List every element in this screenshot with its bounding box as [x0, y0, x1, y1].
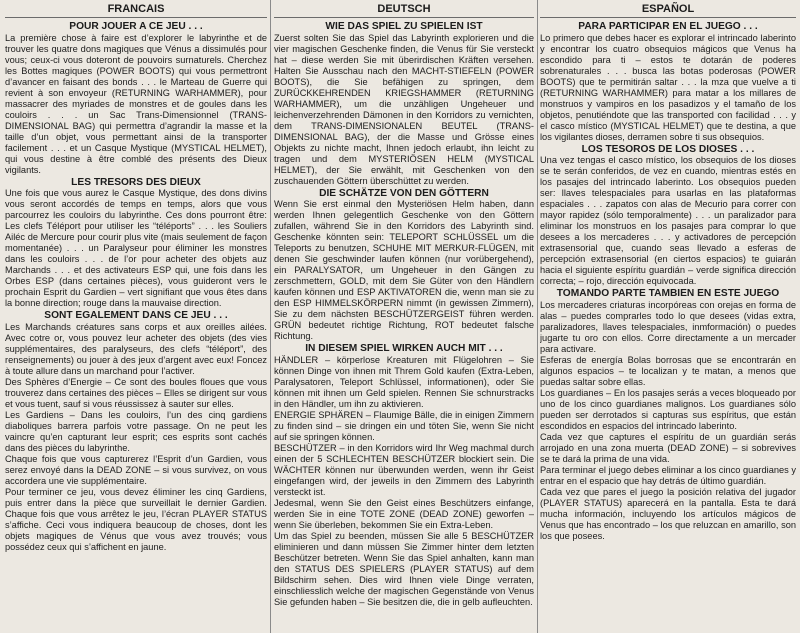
- column-spanish: [540, 0, 796, 633]
- section-heading: LOS TESOROS DE LOS DIOSES . . .: [581, 143, 755, 155]
- paragraph: La première chose à faire est d’explorer le labyrinthe et de trouver les quatre dons magiques que Vénus a dissimulés pour vous; ceux-ci vous doteront de pouvoirs surnaturels. Cherchez les Bottes magiques (POWER BOOTS) qui vous permettront d’avancer en faisant des bonds . . . le Marteau de Guerre qui revient à son envoyeur (RETURNING WARHAMMER), pour massacrer des myriades de monstres et de goules dans les couloirs . . . un Sac Trans-Dimensionnel (TRANS-DIMENSIONAL BAG) qui permettra d’agrandir la masse et la taille d’un objet, vous permettant ainsi de la transporter facilement . . . et un Casque Mystique (MYSTICAL HELMET), qui vous destine à être comblé des présents des Dieux vigilants.: [5, 32, 267, 175]
- paragraph: Pour terminer ce jeu, vous devez éliminer les cinq Gardiens, puis entrer dans la pièce que surveillait le dernier Gardien. Chaque fois que vous arrêtez le jeu, l’écran PLAYER STATUS s’affiche. Ceci vous indiquera beaucoup de choses, dont les objets magiques de Vénus que vous avez trouvés; vous possédez ceux qui s’affichent en jaune.: [5, 486, 267, 552]
- paragraph: Cada vez que pares el juego la posición relativa del jugador (PLAYER STATUS) aparecerá en la pantalla. Esta te dará mucha información, incluyendo los artículos mágicos de Venus que has encontrado – los que reluzcan en amarillo, son los que posees.: [540, 486, 796, 541]
- paragraph: Zuerst solten Sie das Spiel das Labyrinth explorieren und die vier magischen Geschenke finden, die Venus für Sie versteckt hat – diese werden Sie mit überirdischen Kräften versehen. Halten Sie Ausschau nach den MACHT-STIEFELN (POWER BOOTS), die Sie befähigen zu springen, dem ZURÜCKKEHRENDEN KRIEGSHAMMER (RETURNING WARHAMMER), um die unzähligen Ungeheuer und leichenverzehrenden Dämonen in den Korridors zu vernichten, dem TRANS-DIMENSIONALEN BEUTEL (TRANS-DIMENSIONAL BAG), der die Masse und Grösse eines Objekts zu nichte macht, Ihnen jedoch erlaubt, ihn leicht zu tragen und dem MYSTERIÖSEN HELM (MYSTICAL HELMET), der Sie erwählt, mit Geschenken von den zuschauenden Göttern überschüttet zu werden.: [274, 32, 534, 186]
- column-german: [274, 0, 534, 633]
- paragraph: Chaque fois que vous capturerez l’Esprit d’un Gardien, vous serez envoyé dans la DEAD ZONE – si vous survivez, on vous accordera une vie supplémentaire.: [5, 453, 267, 486]
- section-heading: SONT EGALEMENT DANS CE JEU . . .: [44, 310, 228, 321]
- section-heading: WIE DAS SPIEL ZU SPIELEN IST: [325, 21, 483, 32]
- paragraph: Cada vez que captures el espíritu de un guardián serás arrojado en una zona muerta (DEAD ZONE) – si sobrevives se te dará la prima de una vida.: [540, 431, 796, 464]
- section-heading: LES TRESORS DES DIEUX: [71, 176, 201, 188]
- paragraph: BESCHÜTZER – in den Korridors wird Ihr Weg machmal durch einen der 5 SCHLECHTEN BESCHÜTZER blockiert sein. Die WÄCHTER können nur überwunden werden, wenn ihr Geist eingefangen wird, der jeweils in den Zimmern des Labyrinth versteckt ist.: [274, 442, 534, 497]
- paragraph: Los guardianes – En los pasajes serás a veces bloqueado por uno de los cinco guardianes malignos. Los guardianes sólo pueden ser derrotados si capturas sus espíritus, que están escondidos en espacios del intrincado laberinto.: [540, 387, 796, 431]
- paragraph: Esferas de energía Bolas borrosas que se encontrarán en algunos espacios – te localizan y te matan, a menos que puedas saltar sobre ellas.: [540, 354, 796, 387]
- paragraph: Des Sphères d’Energie – Ce sont des boules floues que vous trouverez dans certaines des pièces – Elles se dirigent sur vous et vous tuent, sauf si vous réussissez à sauter sur elles.: [5, 376, 267, 409]
- paragraph: Los mercaderes criaturas incorpóreas con orejas en forma de alas – puedes comprarles todo lo que desees (vidas extra, paralizadores, llaves telespaciales, inmformación) o puedes jugarte tu oro con ellos. Corre directamente a un mercader para activare.: [540, 299, 796, 354]
- language-header-french: FRANCAIS: [5, 0, 267, 18]
- paragraph: Para terminar el juego debes eliminar a los cinco guardianes y entrar en el espacio que hay detrás de último guardián.: [540, 464, 796, 486]
- paragraph: Um das Spiel zu beenden, müssen Sie alle 5 BESCHÜTZER eliminieren und dann müssen Sie Zimmer hinter dem letzten Beschützer betreten. Wenn Sie das Spiel anhalten, kann man den STATUS DES SPIELERS (PLAYER STATUS) auf dem Bildschirm sehen. Dies wird Ihnen viele Dinge verraten, einschliesslich welche der magischen Gegenstände von Venus Sie gefunden haben – Sie besitzen die, die in gelb aufleuchten.: [274, 530, 534, 607]
- paragraph: HÄNDLER – körperlose Kreaturen mit Flügelohren – Sie können Dinge von ihnen mit Threm Gold kaufen (Extra-Leben, Paralysatoren, Teleport Schlüssel, informationen), oder Sie können mit ihnen um Geld spielen. Rennen Sie schnurstracks in den Händler, um ihn zu aktivieren.: [274, 354, 534, 409]
- section-heading: TOMANDO PARTE TAMBIEN EN ESTE JUEGO: [556, 288, 780, 299]
- paragraph: Une fois que vous aurez le Casque Mystique, des dons divins vous seront accordés de temps en temps, alors que vous parcourrez les couloirs du labyrinthe. Ces dons pourront être: Les clefs Téléport pour utiliser les “téléports” . . . les Souliers Ailéc de Mercure pour courir plus vite (mais seulement de façon momentanée) . . . un Paralyseur pour éliminer les monstres dans les couloirs . . . de l’or pour acheter des objets auz Marchands . . . et des activateurs ESP qui, une fois dans les Orbes ESP (dans certaines pièces), vous guideront vers le prochain Esprit du Gardien – vert signifiant que vous êtes dans la bonne direction; rouge dans la mauvaise direction.: [5, 188, 267, 308]
- language-header-spanish: ESPAÑOL: [540, 0, 796, 18]
- paragraph: Les Gardiens – Dans les couloirs, l’un des cinq gardiens diaboliques barrera parfois votre passage. On ne peut les vaincre qu’en capturant leur esprit; ces esprits sont cachés dans des pièces du labyrinthe.: [5, 409, 267, 453]
- paragraph: Lo primero que debes hacer es explorar el intrincado laberinto y encontrar los cuatro obsequios mágicos que Venus ha escondido para ti – estos te dotarán de poderes sobrenaturales . . . busca las botas poderosas (POWER BOOTS) que te permitirán saltar . . . la mza que vuelve a ti (RETURNING WARHAMMER) para matar a los millares de monstruos y vampiros en los pasadizos y el tamaño de los objetos, penutiéndote que las transported con facilidad . . . y el casco místico (MYSTICAL HELMET) que te destina, a que los vigilantes dioses, derramen sobre ti sus obsequios.: [540, 32, 796, 142]
- paragraph: ENERGIE SPHÄREN – Flaumige Bälle, die in einigen Zimmern zu finden sind – sie dringen ein und töten Sie, wenn Sie nicht auf sie springen können.: [274, 409, 534, 442]
- section-heading: PARA PARTICIPAR EN EL JUEGO . . .: [578, 21, 758, 32]
- paragraph: Wenn Sie erst einmal den Mysteriösen Helm haben, dann werden Ihnen gelegentlich Geschenke von den Göttern zufallen, während Sie in den Korridors des Labyrinth sind. Geschenke könnten sein: TELEPORT SCHLÜSSEL um die Teleports zu benutzen, SCHUHE MIT MERKUR-FLÜGEN, mit denen Sie geschwinder laufen können (nur vorübergehend), ein PARALYSATOR, um Ungeheuer in den Gängen zu zerschmettern, GOLD, mit dem Sie Güter von den Händlern kaufen können und ESP AKTIVATOREN die, wenn man sie zu den ESP HIMMELSKÖRPERN nimmt (in gewissen Zimmern), Sie zu dem nächsten BESCHÜTZERGEIST führen werden. GRÜN bedeutet richtige Richtung, ROT bedeutet falsche Richtung.: [274, 199, 534, 341]
- language-header-german: DEUTSCH: [274, 0, 534, 18]
- paragraph: Una vez tengas el casco místico, los obsequios de los dioses se te serán conferidos, de vez en cuando, mientras estés en los pasajes del intrincado laberinto. Los obsequios pueden ser: llaves telespaciales para usarlas en las plataformas espaciales . . . zapatos con alas de Mecurio para correr con mayor rapidez (sólo temporalmente) . . . un paralizador para eliminar los monstruos en los pasajes para comprar lo que desees a los mercaderes . . . y activadores de percepción extrasensorial que, cuando seas llevado a esferas de percepción extrasensorial (en ciertos espacios) te guiarán hacia el siguiente espíritu guardián – verde significa dirección correcta; – rojo, dirección equivocada.: [540, 155, 796, 286]
- column-divider: [270, 0, 271, 633]
- column-french: [5, 0, 267, 633]
- section-heading: DIE SCHÄTZE VON DEN GÖTTERN: [319, 187, 489, 199]
- section-heading: IN DIESEM SPIEL WIRKEN AUCH MIT . . .: [305, 343, 503, 354]
- paragraph: Les Marchands créatures sans corps et aux oreilles ailées. Avec cotre or, vous pouvez leur acheter des objets (des vies supplémentaires, des paralyseurs, des clefs “téléport”, des renseignements) ou jouer à des jeux d’argent avec eux! Foncez à toute allure dans un marchand pour l’activer.: [5, 321, 267, 376]
- paragraph: Jedesmal, wenn Sie den Geist eines Beschützers einfange, werden Sie in eine TOTE ZONE (DEAD ZONE) geworfen – wenn Sie überleben, bekommen Sie ein Extra-Leben.: [274, 497, 534, 530]
- column-divider: [537, 0, 538, 633]
- section-heading: POUR JOUER A CE JEU . . .: [69, 21, 203, 32]
